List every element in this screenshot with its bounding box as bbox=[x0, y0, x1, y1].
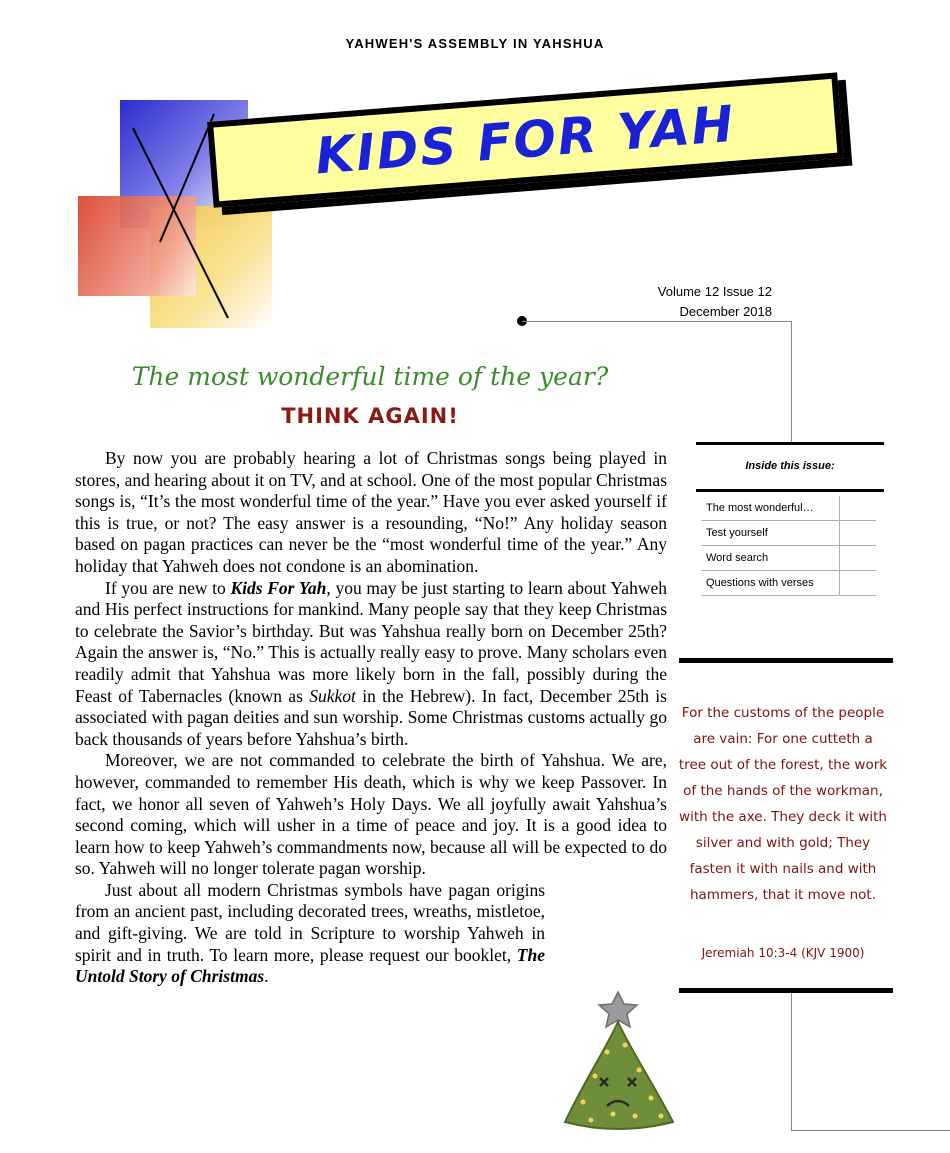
hebrew-term: Sukkot bbox=[309, 685, 356, 706]
scripture-reference: Jeremiah 10:3-4 (KJV 1900) bbox=[701, 946, 865, 960]
volume-issue: Volume 12 Issue 12 bbox=[657, 284, 772, 299]
article-paragraph bbox=[75, 880, 545, 988]
toc-item-label: Questions with verses bbox=[706, 577, 814, 589]
toc-page-cell bbox=[839, 496, 876, 520]
organization-name: YAHWEH'S ASSEMBLY IN YAHSHUA bbox=[345, 36, 605, 51]
sidebar-vertical-line bbox=[791, 321, 792, 444]
toc-item[interactable] bbox=[701, 521, 876, 546]
newsletter-title: KIDS FOR YAH bbox=[313, 94, 738, 186]
toc-page-cell bbox=[839, 546, 876, 570]
toc-top-rule bbox=[696, 442, 884, 445]
title-banner bbox=[207, 72, 844, 207]
toc-item[interactable] bbox=[701, 496, 876, 521]
article-headline: The most wonderful time of the year? bbox=[131, 362, 609, 391]
page-corner-line bbox=[791, 1130, 950, 1131]
toc-heading: Inside this issue: bbox=[745, 460, 835, 472]
toc-page-cell bbox=[839, 521, 876, 545]
quote-bottom-rule bbox=[679, 988, 893, 993]
toc-item[interactable] bbox=[701, 546, 876, 571]
toc-list bbox=[701, 496, 876, 596]
text-run: If you are new to bbox=[105, 577, 231, 598]
text-run: Just about all modern Christmas symbols have pagan origins from an ancient past, including decorated trees, wreaths, mistletoe, and gift-giving. We are told in Scripture to worship Yahweh in spirit and in truth. To learn more, please request our booklet, bbox=[75, 879, 545, 965]
connector-line bbox=[522, 321, 792, 322]
text-run: . bbox=[264, 966, 269, 987]
toc-item-label: Test yourself bbox=[706, 527, 768, 539]
toc-item-label: The most wonderful… bbox=[706, 502, 814, 514]
text-run: in the Hebrew). In fact, December 25th is associated with pagan deities and sun worship. Some Christmas customs actually go back thousands of years before Yahshua’s birth. bbox=[75, 685, 667, 749]
toc-heading-rule bbox=[696, 489, 884, 492]
scripture-quote: For the customs of the people are vain: For one cutteth a tree out of the forest, the work of the hands of the workman, with the axe. They deck it with silver and with gold; They fasten it with nails and with hammers, that it move not. bbox=[678, 705, 888, 903]
article-body bbox=[75, 448, 667, 988]
article-paragraph: By now you are probably hearing a lot of Christmas songs being played in stores, and hearing about it on TV, and at school. One of the most popular Christmas songs is, “It’s the most wonderful time of the year.” Have you ever asked yourself if this is true, or not? The easy answer is a resounding, “No!” Any holiday season based on pagan practices can never be the “most wonderful time of the year.” Any holiday that Yahweh does not condone is an abomination. bbox=[75, 448, 667, 576]
text-run: , you may be just starting to learn about Yahweh and His perfect instructions for mankind. Many people say that they keep Christmas to celebrate the Savior’s birthday. But was Yahshua really born on December 25th? Again the answer is, “No.” This is actually really easy to prove. Many scholars even readily admit that Yahshua was more likely born in the fall, possibly during the Feast of Tabernacles (known as bbox=[75, 577, 667, 706]
booklet-title: The Untold Story of Christmas bbox=[75, 944, 545, 987]
christmas-tree-illustration bbox=[555, 990, 685, 1140]
toc-page-cell bbox=[839, 571, 876, 595]
newsletter-name: Kids For Yah bbox=[230, 577, 327, 598]
article-paragraph bbox=[75, 578, 667, 751]
tree-body bbox=[565, 1022, 673, 1129]
issue-info bbox=[658, 282, 772, 322]
toc-bottom-rule bbox=[679, 658, 893, 663]
article-paragraph: Moreover, we are not commanded to celebrate the birth of Yahshua. We are, however, commanded to remember His death, which is why we keep Passover. In fact, we honor all seven of Yahweh’s Holy Days. We all joyfully await Yahshua’s second coming, which will usher in a time of peace and joy. It is a good idea to learn how to keep Yahweh’s commandments now, because all will be expected to do so. Yahweh will no longer tolerate pagan worship. bbox=[75, 750, 667, 879]
toc-item[interactable] bbox=[701, 571, 876, 596]
toc-item-label: Word search bbox=[706, 552, 769, 564]
article-subheadline: THINK AGAIN! bbox=[281, 404, 459, 428]
issue-date: December 2018 bbox=[679, 304, 772, 319]
sidebar-bottom-line bbox=[791, 993, 792, 1130]
